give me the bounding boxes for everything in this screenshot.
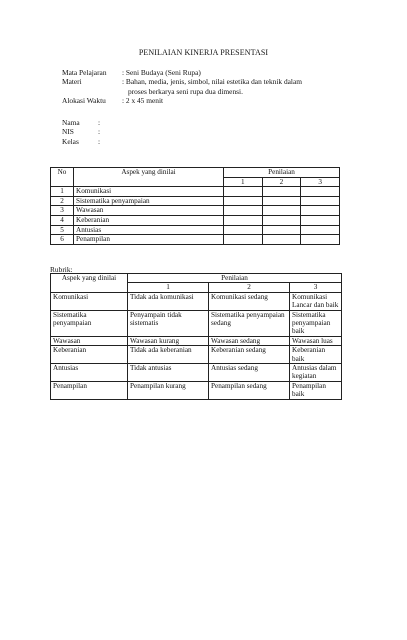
rubric-aspek: Penampilan: [51, 381, 128, 399]
score-cell[interactable]: [301, 235, 340, 245]
score-cell[interactable]: [262, 225, 301, 235]
rubric-aspek: Keberanian: [51, 346, 128, 364]
table-row: [51, 215, 340, 225]
mapel-value: : Seni Budaya (Seni Rupa): [122, 68, 201, 77]
row-no: 4: [51, 215, 74, 225]
rubric-s3: Komunikasi Lancar dan baik: [290, 292, 342, 310]
score-cell[interactable]: [262, 206, 301, 216]
table-row: [51, 235, 340, 245]
score-cell[interactable]: [301, 225, 340, 235]
header-aspek: Aspek yang dinilai: [74, 168, 224, 187]
table-row: [51, 292, 342, 310]
row-no: 2: [51, 196, 74, 206]
materi-label: Materi: [62, 77, 82, 87]
rubric-header-penilaian: Penilaian: [128, 274, 342, 283]
waktu-value: : 2 x 45 menit: [122, 96, 164, 106]
materi-row-cont: [62, 87, 332, 96]
score-cell[interactable]: [224, 187, 263, 197]
rubric-aspek: Antusias: [51, 364, 128, 382]
table-row: [51, 206, 340, 216]
rubric-score-header: 2: [209, 283, 290, 292]
nama-colon: :: [98, 118, 101, 127]
rubric-s3: Penampilan baik: [290, 381, 342, 399]
rubric-s1: Penampilan kurang: [128, 381, 209, 399]
table-row: [51, 196, 340, 206]
rubric-aspek: Wawasan: [51, 336, 128, 345]
kelas-colon: :: [98, 136, 101, 146]
score-header: 3: [301, 177, 340, 187]
table-header-row: [51, 168, 340, 178]
table-row: [51, 364, 342, 382]
materi-value-cont: proses berkarya seni rupa dua dimensi.: [128, 86, 243, 96]
header-no: No: [51, 168, 74, 187]
score-cell[interactable]: [301, 215, 340, 225]
rubric-score-header: 1: [128, 283, 209, 292]
row-no: 1: [51, 187, 74, 197]
rubric-s2: Wawasan sedang: [209, 336, 290, 345]
rubrik-label: Rubrik:: [50, 265, 73, 274]
score-cell[interactable]: [224, 206, 263, 216]
score-cell[interactable]: [224, 215, 263, 225]
rubric-s2: Komunikasi sedang: [209, 292, 290, 310]
row-aspek: Penampilan: [74, 235, 224, 245]
nama-label: Nama: [62, 118, 80, 127]
rubric-score-header: 3: [290, 283, 342, 292]
kelas-label: Kelas: [62, 136, 79, 146]
rubric-s3: Sistematika penyampaian baik: [290, 310, 342, 336]
rubric-s1: Wawasan kurang: [128, 336, 209, 345]
materi-row: [62, 77, 332, 86]
score-cell[interactable]: [224, 225, 263, 235]
waktu-row: [62, 96, 332, 105]
rubric-aspek: Komunikasi: [51, 292, 128, 310]
rubric-s2: Keberanian sedang: [209, 346, 290, 364]
rubric-s2: Antusias sedang: [209, 364, 290, 382]
table-row: [51, 336, 342, 345]
score-cell[interactable]: [301, 196, 340, 206]
table-row: [51, 187, 340, 197]
table-row: [51, 381, 342, 399]
assessment-table: [50, 167, 340, 245]
score-header: 2: [262, 177, 301, 187]
info-block: [62, 68, 332, 106]
identity-block: [62, 118, 100, 146]
row-no: 6: [51, 235, 74, 245]
table-row: [51, 310, 342, 336]
rubric-aspek: Sistematika penyampaian: [51, 310, 128, 336]
score-cell[interactable]: [262, 235, 301, 245]
rubric-s2: Sistematika penyampaian sedang: [209, 310, 290, 336]
score-cell[interactable]: [301, 206, 340, 216]
rubric-s1: Tidak ada keberanian: [128, 346, 209, 364]
score-cell[interactable]: [224, 196, 263, 206]
row-aspek: Keberanian: [74, 215, 224, 225]
materi-value: : Bahan, media, jenis, simbol, nilai estetika dan teknik dalam: [122, 77, 303, 87]
rubric-s3: Wawasan luas: [290, 336, 342, 345]
row-aspek: Sistematika penyampaian: [74, 196, 224, 206]
nis-colon: :: [98, 127, 101, 137]
rubric-header-aspek: Aspek yang dinilai: [51, 274, 128, 293]
rubric-header-row: [51, 274, 342, 283]
nama-row: [62, 118, 100, 127]
row-no: 3: [51, 206, 74, 216]
page-title: PENILAIAN KINERJA PRESENTASI: [138, 48, 269, 57]
mapel-label: Mata Pelajaran: [62, 68, 107, 77]
header-penilaian: Penilaian: [224, 168, 340, 178]
row-aspek: Komunikasi: [74, 187, 224, 197]
rubric-s2: Penampilan sedang: [209, 381, 290, 399]
row-aspek: Antusias: [74, 225, 224, 235]
score-cell[interactable]: [262, 187, 301, 197]
rubric-s1: Tidak antusias: [128, 364, 209, 382]
row-no: 5: [51, 225, 74, 235]
score-header: 1: [224, 177, 263, 187]
rubric-s1: Tidak ada komunikasi: [128, 292, 209, 310]
mapel-row: [62, 68, 332, 77]
rubric-table: [50, 273, 342, 400]
waktu-label: Alokasi Waktu: [62, 96, 106, 106]
nis-row: [62, 127, 100, 136]
table-row: [51, 225, 340, 235]
rubric-s3: Antusias dalam kegiatan: [290, 364, 342, 382]
score-cell[interactable]: [262, 196, 301, 206]
score-cell[interactable]: [262, 215, 301, 225]
rubric-s1: Penyampain tidak sistematis: [128, 310, 209, 336]
kelas-row: [62, 137, 100, 146]
nis-label: NIS: [62, 127, 74, 137]
row-aspek: Wawasan: [74, 206, 224, 216]
rubric-s3: Keberanian baik: [290, 346, 342, 364]
score-cell[interactable]: [301, 187, 340, 197]
score-cell[interactable]: [224, 235, 263, 245]
table-row: [51, 346, 342, 364]
